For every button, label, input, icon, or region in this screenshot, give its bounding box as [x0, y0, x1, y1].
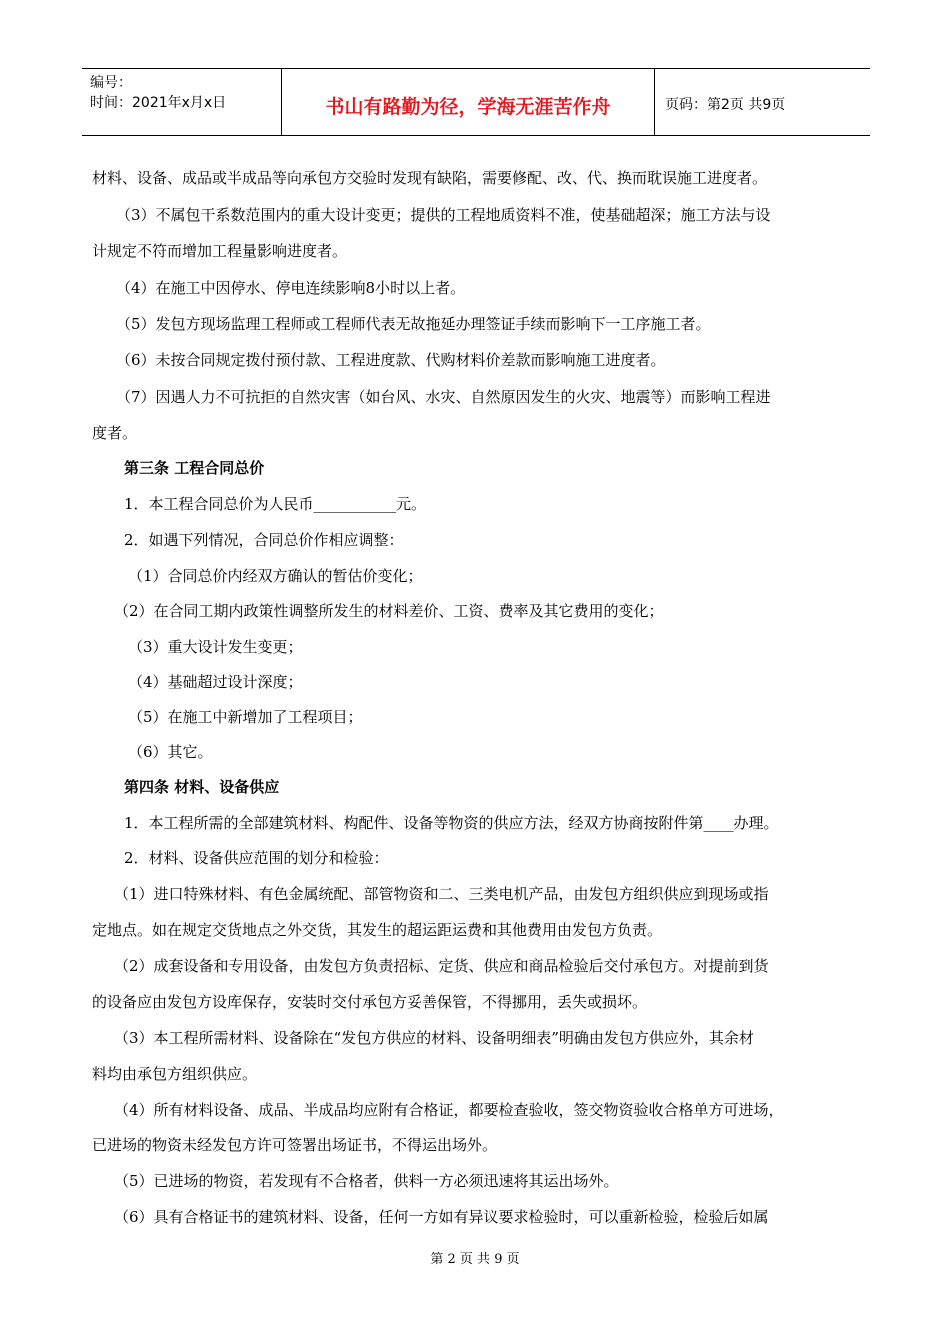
body-line: （1）进口特殊材料、有色金属统配、部管物资和二、三类电机产品，由发包方组织供应到现场或指	[114, 885, 769, 903]
body-line: （6）其它。	[128, 743, 213, 761]
body-line: 2．如遇下列情况，合同总价作相应调整：	[124, 531, 404, 549]
body-line: （2）成套设备和专用设备，由发包方负责招标、定货、供应和商品检验后交付承包方。对提前到货	[114, 957, 769, 975]
body-line: （4）基础超过设计深度；	[128, 673, 303, 691]
body-line: （3）本工程所需材料、设备除在“发包方供应的材料、设备明细表”明确由发包方供应外，其余材	[114, 1029, 754, 1047]
body-line: 2．材料、设备供应范围的划分和检验：	[124, 849, 389, 867]
header-page-number: 页码：第2页 共9页	[665, 97, 786, 113]
body-line: 定地点。如在规定交货地点之外交货，其发生的超运距运费和其他费用由发包方负责。	[92, 921, 663, 939]
body-line: （6）未按合同规定拨付预付款、工程进度款、代购材料价差款而影响施工进度者。	[116, 351, 666, 369]
body-line: （3）不属包干系数范围内的重大设计变更；提供的工程地质资料不准，使基础超深；施工方法与设	[116, 206, 771, 224]
header-motto: 书山有路勤为径，学海无涯苦作舟	[281, 69, 655, 135]
body-line: （6）具有合格证书的建筑材料、设备，任何一方如有异议要求检验时，可以重新检验，检验后如属	[114, 1208, 769, 1226]
body-line: （5）在施工中新增加了工程项目；	[128, 708, 363, 726]
section-heading: 第三条 工程合同总价	[124, 459, 265, 477]
body-line: 1．本工程所需的全部建筑材料、构配件、设备等物资的供应方法，经双方协商按附件第____办理。	[124, 814, 779, 832]
body-line: 料均由承包方组织供应。	[92, 1065, 258, 1083]
body-line: 1．本工程合同总价为人民币___________元。	[124, 495, 427, 513]
body-line: （2）在合同工期内政策性调整所发生的材料差价、工资、费率及其它费用的变化；	[114, 602, 664, 620]
body-line: 已进场的物资未经发包方许可签署出场证书，不得运出场外。	[92, 1136, 498, 1154]
section-heading: 第四条 材料、设备供应	[124, 778, 280, 796]
body-line: 计规定不符而增加工程量影响进度者。	[92, 242, 348, 260]
body-line: （3）重大设计发生变更；	[128, 638, 303, 656]
header-meta	[82, 69, 281, 135]
body-line: （4）所有材料设备、成品、半成品均应附有合格证，都要检查验收，签交物资验收合格单方可进场，	[114, 1101, 784, 1119]
body-line: （5）发包方现场监理工程师或工程师代表无故拖延办理签证手续而影响下一工序施工者。	[116, 315, 711, 333]
body-line: （7）因遇人力不可抗拒的自然灾害（如台风、水灾、自然原因发生的火灾、地震等）而影响工程进	[116, 388, 771, 406]
body-line: （1）合同总价内经双方确认的暂估价变化；	[128, 567, 423, 585]
document-time-label: 时间：2021年x月x日	[90, 95, 227, 111]
document-header	[82, 68, 870, 136]
body-line: 度者。	[92, 424, 138, 442]
page-footer: 第 2 页 共 9 页	[430, 1252, 520, 1267]
body-line: 材料、设备、成品或半成品等向承包方交验时发现有缺陷，需要修配、改、代、换而耽误施工进度者。	[92, 169, 768, 187]
body-line: 的设备应由发包方设库保存，安装时交付承包方妥善保管，不得挪用，丢失或损坏。	[92, 993, 648, 1011]
body-line: （5）已进场的物资，若发现有不合格者，供料一方必须迅速将其运出场外。	[114, 1172, 619, 1190]
document-number-label: 编号：	[90, 75, 132, 91]
body-line: （4）在施工中因停水、停电连续影响8小时以上者。	[116, 279, 466, 297]
